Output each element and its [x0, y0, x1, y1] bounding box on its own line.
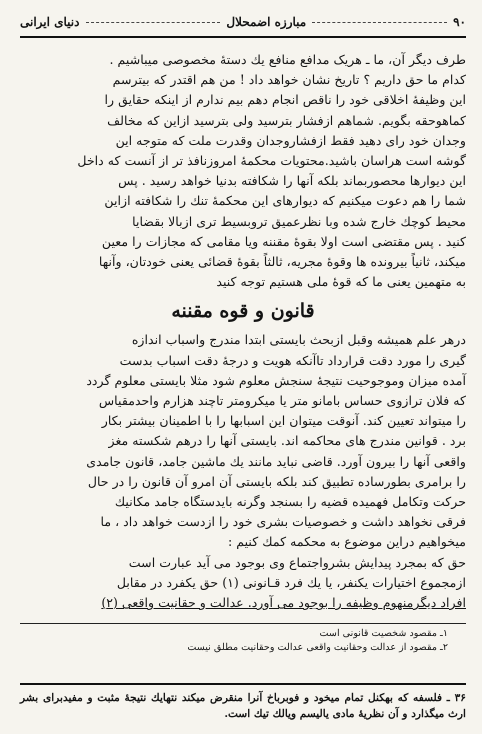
text-line: میکند، ثانیاً بیرونده ها وقوهٔ مجریه، ثالثاً بقوهٔ قضائی یعنی خودتان، وآنها — [98, 254, 466, 270]
text-line: ازمجموع اختیارات یکنفر، یا یك فرد قـانونی (۱) حق یکفرد در مقابل — [116, 574, 466, 590]
footnotes — [20, 623, 466, 655]
text-line: حرکت وتکامل فهمیده قضیه را بسنجد وگرنه بایدستگاه جامد مکانیك — [114, 494, 466, 510]
text-line: کماهوحقه بگویم. شماهم ازفشار بترسید ولی بترسید ازاین که مخالف — [107, 112, 466, 128]
page-number: ۹۰ — [453, 15, 466, 29]
text-line: کدام ما حق داریم ؟ تاریخ نشان خواهد داد ! من هم اقتدر که بیترسم — [112, 72, 466, 88]
text-line: فرقی نخواهد داشت و خصوصیات بشری خود را ازدست خواهد داد ، ما — [100, 514, 466, 530]
text-line: را میتواند تعیین کند. آنوقت میتوان این اسبابها را با اطمینان بیشتر بکار — [101, 413, 466, 429]
section-heading: قانون و قوه مقننه — [171, 300, 315, 323]
text-line: به متهمین یعنی ما که قوهٔ ملی هستیم توجه کنید — [216, 274, 466, 290]
text-line: آمده میزان وموجوحیت نتیجهٔ سنجش معلوم شود مثلا بایستی معلوم گردد — [86, 372, 466, 388]
text-line: طرف دیگر آن، ما ـ هریک مدافع منافع یك دستهٔ مخصوصی میباشیم . — [109, 52, 466, 67]
header-rule — [86, 22, 221, 23]
endnote: ۳۶ ـ فلسفه که بهکنل تمام میخود و فوبرباخ آنرا منقرض میکند نتهایك نتیجهٔ مثبت و مفیدبرای بشر ارث میگذارد و آن نظریهٔ مادی یالیسم ویالك تیك است. — [20, 683, 466, 722]
footnote: ۲ـ مقصود از عدالت وحقانیت واقعی عدالت وحقانیت مطلق نیست — [187, 642, 448, 654]
header-rule — [312, 22, 447, 23]
text-line: حق که بمجرد پیدایش بشرواجتماع وی بوجود می آید عبارت است — [128, 554, 466, 570]
text-line: گوشه است هراسان باشید.محتویات محکمهٔ امروزنافذ تر از آنست که داخل — [77, 153, 466, 169]
text-line: را برامری بطورساده تطبیق کند بلکه بایستی آن امرو آن قانون را در حال — [87, 473, 466, 489]
text-line: که فلان ترازوی حساس بامانو متر یا میکرومتر تاچند هزارم واحدمقیاس — [98, 393, 466, 409]
text-line: گیری را مورد دقت قرارداد تاآنکه هویت و درجهٔ دقت اسباب بدست — [119, 352, 466, 368]
text-line: برد . قوانین مندرج های محاکمه اند. بایستی آنها را درهم شکسته مغز — [108, 433, 466, 449]
text-line: شما را هم دعوت میکنیم که دیوارهای این محکمهٔ تنك را شکافته ازاین — [104, 193, 466, 209]
text-line: این دیوارها محصوربماند بلکه آنها را شکافته بدنیا خواهد رسید . پس — [118, 173, 466, 189]
book-title: دنیای ایرانی — [19, 15, 80, 29]
text-line: محیط کوچك خارج شده وبا نظرعمیق تروبسیط تری ازبالا بقضایا — [132, 213, 466, 229]
text-line: کنید . پس مقتضی است اولا بقوهٔ مقننه ویا مقامی که مجازات را معین — [101, 233, 466, 249]
text-line: این وظیفهٔ اخلاقی خود را ناقص انجام دهم بیم ندارم از اینکه حقایق را — [104, 92, 466, 108]
footnote: ۱ـ مقصود شخصیت قانونی است — [319, 628, 448, 640]
text-line: میخواهیم دراین موضوع به محکمه کمك کنیم : — [227, 534, 466, 550]
underlined-line: افراد دیگرمنهوم وظیفه را بوجود می آورد. عدالت و حقانیت واقعی (۲) — [101, 595, 466, 611]
body-text — [20, 50, 466, 613]
text-line: درهر علم همیشه وقبل ازبحث بایستی ابتدا مندرج واسباب اندازه — [131, 332, 466, 348]
text-line: وجدان خود رای دهید فقط ازفشاروجدان وقدرت ملت که متوجه این — [115, 132, 466, 148]
text-line: واقعی آنها را بیرون آورد. قاضی نباید مانند یك ماشین جامد، قانون جامدی — [86, 453, 466, 469]
section-title: مبارزه اضمحلال — [226, 15, 307, 29]
page-header — [20, 10, 466, 38]
